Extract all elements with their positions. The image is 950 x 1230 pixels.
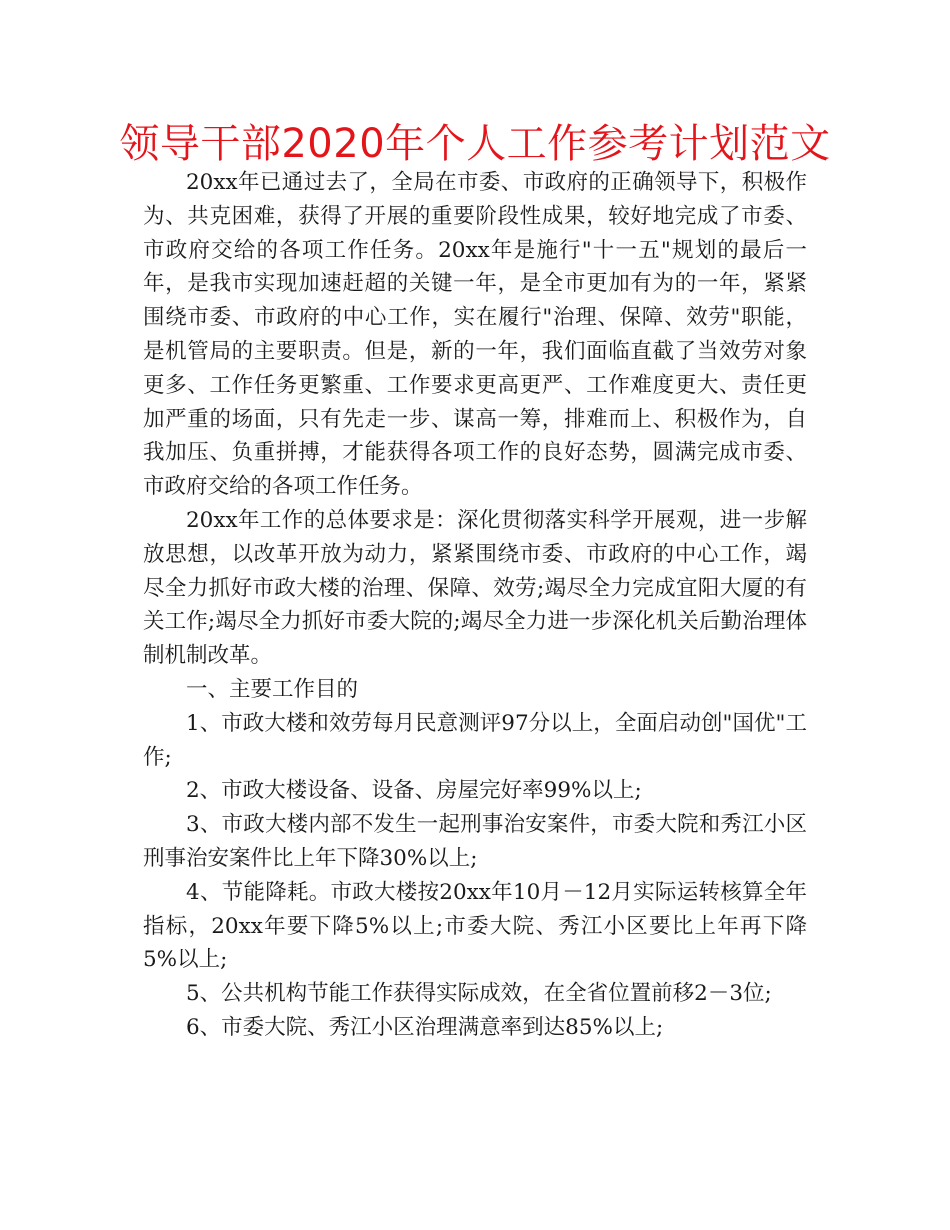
goal-item-5: 5、公共机构节能工作获得实际成效，在全省位置前移2－3位;: [186, 981, 772, 1007]
goal-item-2: 2、市政大楼设备、设备、房屋完好率99%以上;: [186, 778, 642, 804]
section-heading-main-goals: 一、主要工作目的: [186, 676, 359, 702]
document-title: 领导干部2020年个人工作参考计划范文: [119, 121, 831, 167]
goal-item-3: 3、市政大楼内部不发生一起刑事治安案件，市委大院和秀江小区刑事治安案件比上年下降30%以上;: [143, 812, 807, 871]
paragraph-intro: 20xx年已通过去了，全局在市委、市政府的正确领导下，积极作为、共克困难，获得了开展的重要阶段性成果，较好地完成了市委、市政府交给的各项工作任务。20xx年是施行"十一五"规划的最后一年，是我市实现加速赶超的关键一年，是全市更加有为的一年，紧紧围绕市委、市政府的中心工作，实在履行"治理、保障、效劳"职能，是机管局的主要职责。但是，新的一年，我们面临直截了当效劳对象更多、工作任务更繁重、工作要求更高更严、工作难度更大、责任更加严重的场面，只有先走一步、谋高一筹，排难而上、积极作为，自我加压、负重拼搏，才能获得各项工作的良好态势，圆满完成市委、市政府交给的各项工作任务。: [143, 170, 807, 500]
paragraph-overall-requirements: 20xx年工作的总体要求是：深化贯彻落实科学开展观，进一步解放思想，以改革开放为动力，紧紧围绕市委、市政府的中心工作，竭尽全力抓好市政大楼的治理、保障、效劳;竭尽全力完成宜阳大厦的有关工作;竭尽全力抓好市委大院的;竭尽全力进一步深化机关后勤治理体制机制改革。: [143, 507, 807, 669]
goal-item-1: 1、市政大楼和效劳每月民意测评97分以上，全面启动创"国优"工作;: [143, 710, 807, 770]
goal-item-4: 4、节能降耗。市政大楼按20xx年10月－12月实际运转核算全年指标，20xx年要下降5%以上;市委大院、秀江小区要比上年再下降5%以上;: [143, 879, 807, 973]
goal-item-6: 6、市委大院、秀江小区治理满意率到达85%以上;: [186, 1014, 664, 1040]
document-body: [143, 166, 807, 1045]
